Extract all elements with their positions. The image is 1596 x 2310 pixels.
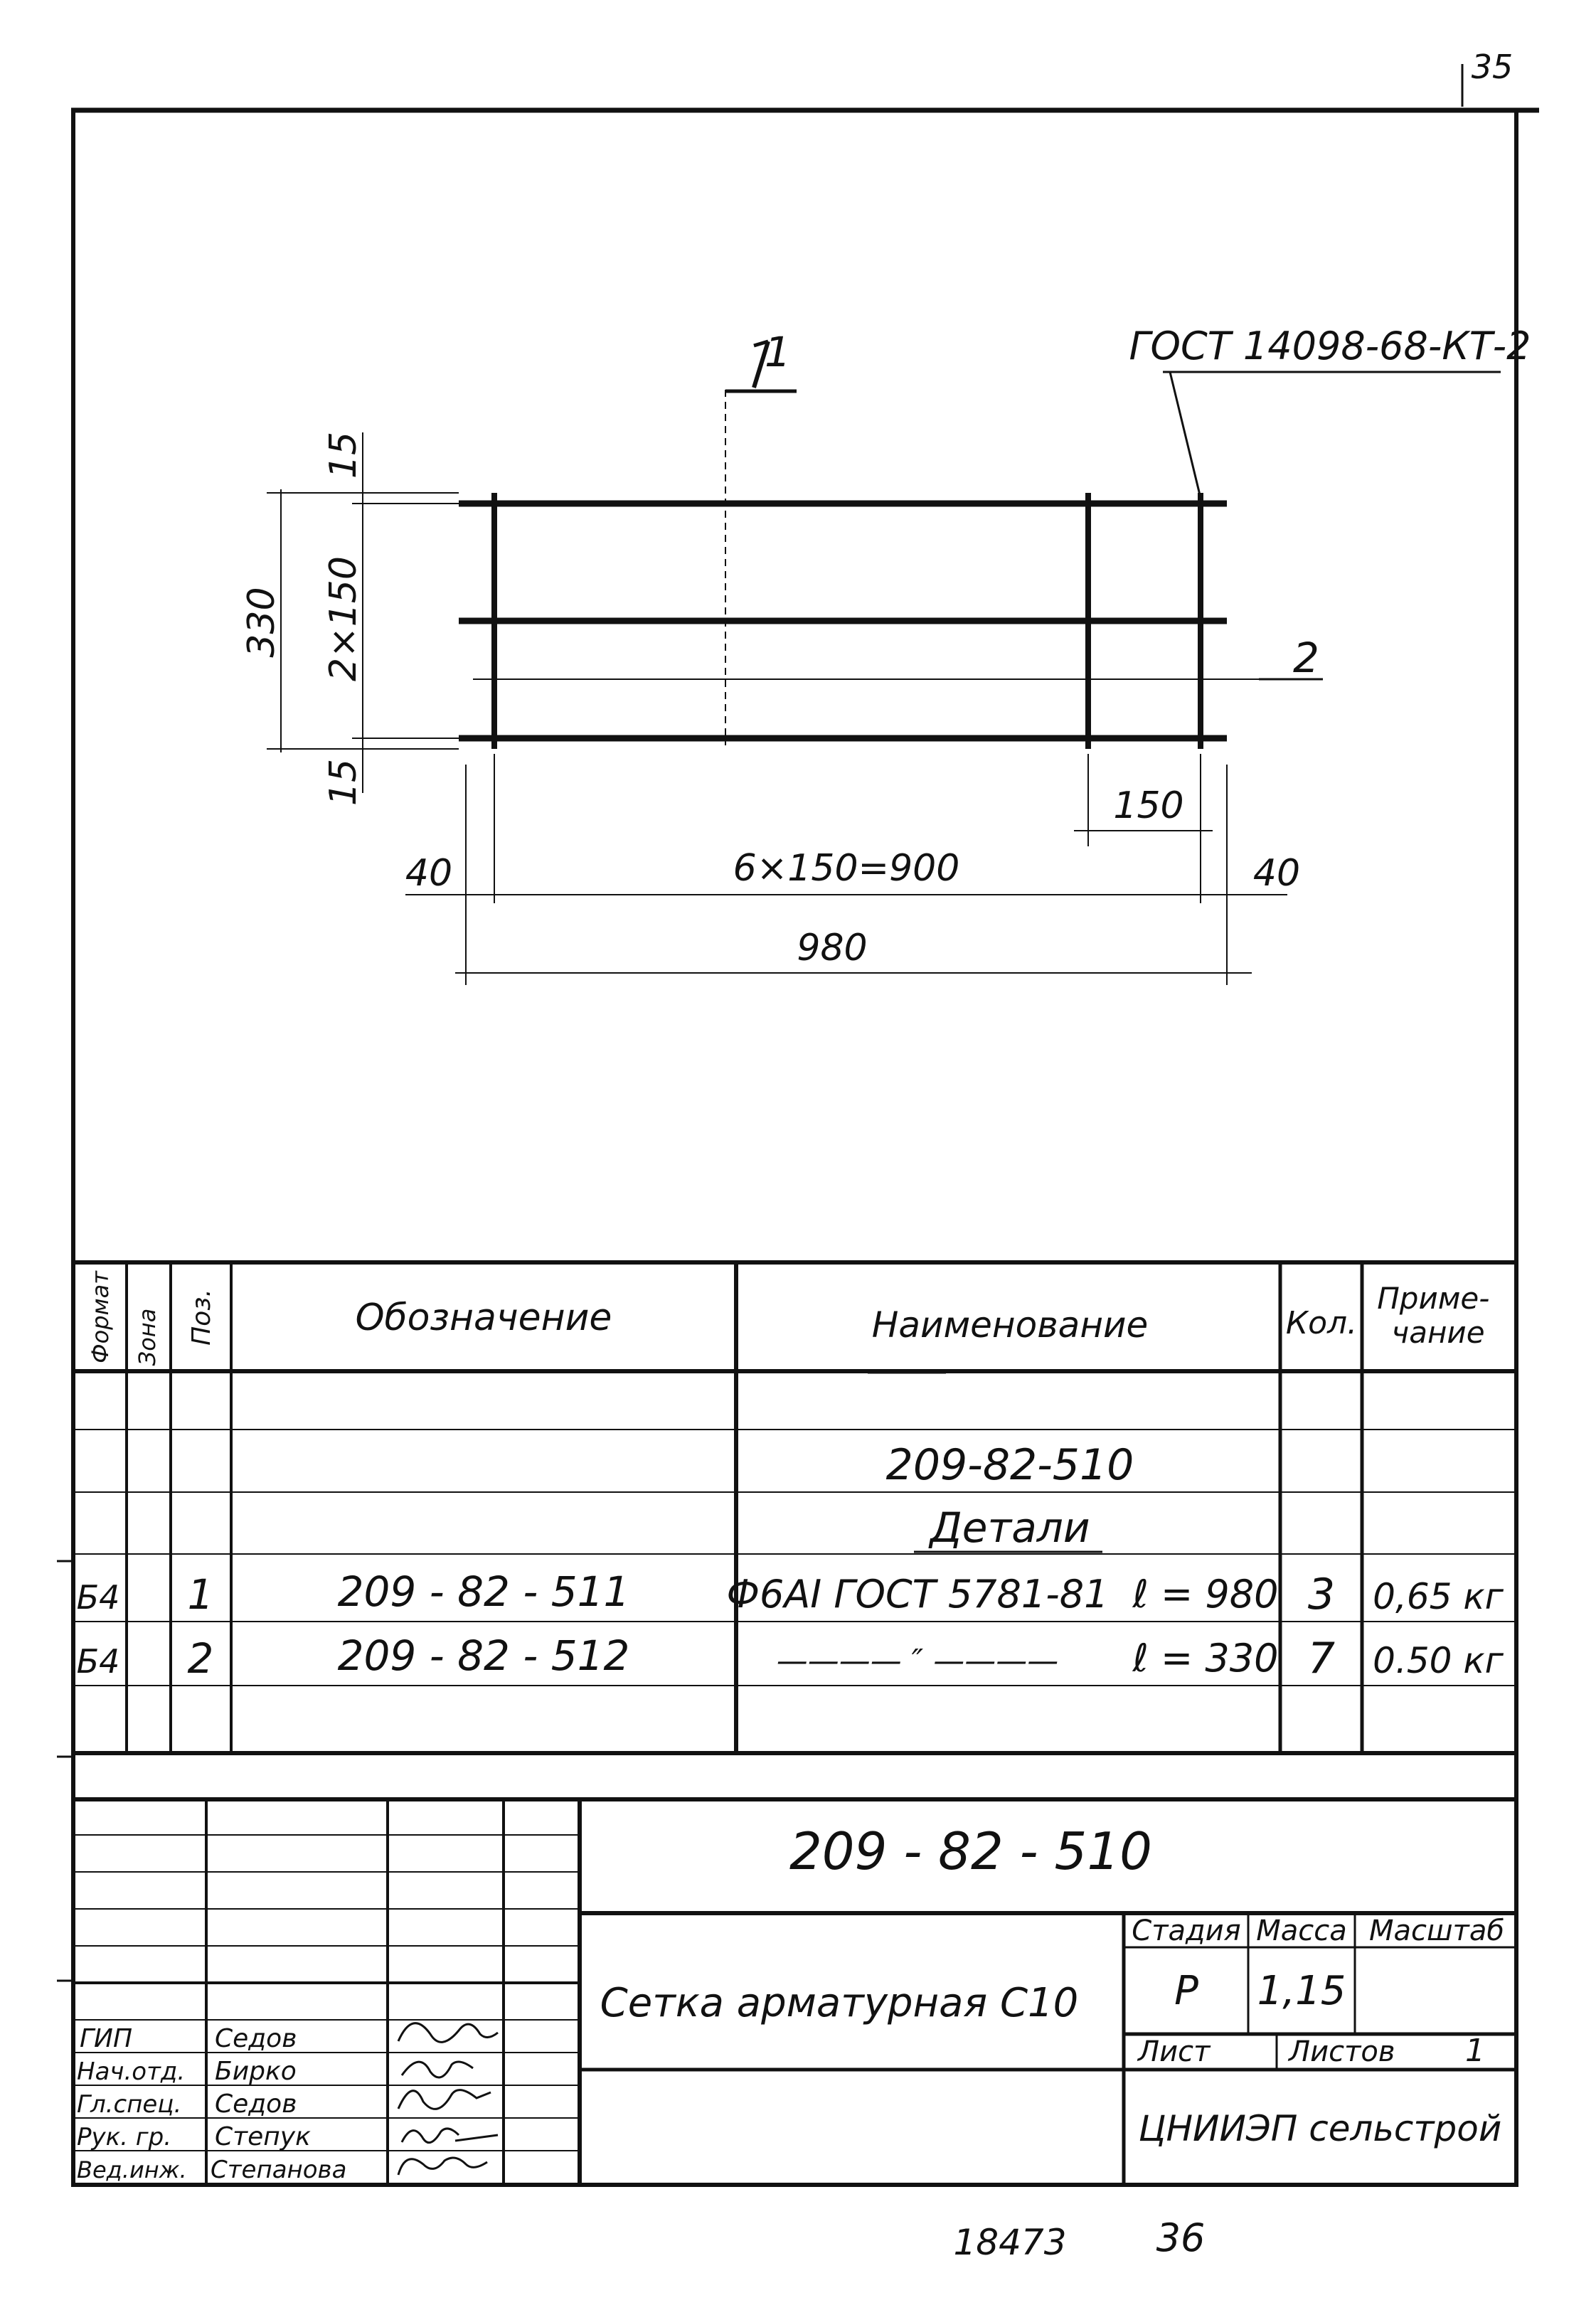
header-qty: Кол. [1285, 1305, 1358, 1341]
header-note: Приме- чание [1377, 1281, 1490, 1350]
staff-name-2: Бирко [215, 2057, 297, 2086]
row-2-designation: 209 - 82 - 512 [337, 1632, 630, 1680]
signatures [398, 2023, 498, 2175]
corner-page-number: 35 [1471, 48, 1513, 86]
organization: ЦНИИЭП сельстрой [1138, 2108, 1502, 2149]
staff-role-5: Вед.инж. [77, 2156, 187, 2183]
row-1-format: Б4 [76, 1578, 120, 1617]
staff-name-1: Седов [215, 2024, 297, 2053]
staff-name-5: Степанова [211, 2156, 347, 2184]
dim-overhang-left: 40 [405, 852, 453, 895]
row-1-pos: 1 [187, 1570, 214, 1619]
dim-inner-spacing: 2×150 [322, 556, 365, 681]
dim-total-length: 980 [797, 927, 868, 969]
dim-middle-span: 6×150=900 [733, 847, 960, 890]
header-pos: Поз. [187, 1289, 216, 1346]
staff-role-3: Гл.спец. [77, 2090, 182, 2119]
row-2-format: Б4 [76, 1642, 120, 1681]
row-2-pos: 2 [187, 1634, 214, 1683]
row-2-qty: 7 [1307, 1634, 1336, 1683]
staff-name-3: Седов [215, 2090, 297, 2119]
header-zone: Зона [134, 1308, 161, 1366]
doc-code: 209 - 82 - 510 [789, 1821, 1152, 1881]
staff-role-2: Нач.отд. [77, 2058, 186, 2086]
dim-overhang-right: 40 [1252, 852, 1301, 895]
section-code: 209-82-510 [885, 1440, 1134, 1490]
archive-number: 18473 [953, 2222, 1067, 2263]
staff-name-4: Степук [215, 2122, 311, 2151]
stage-label: Стадия [1132, 1915, 1241, 1947]
staff-role-4: Рук. гр. [77, 2123, 172, 2151]
row-2-note: 0.50 кг [1373, 1640, 1504, 1681]
title-block [73, 1799, 1516, 2185]
signature-2 [402, 2062, 473, 2077]
sheet-label: Лист [1138, 2035, 1211, 2068]
row-2-name: ———— ″ ———— [776, 1643, 1059, 1679]
mesh-drawing [240, 324, 1531, 985]
row-1-length: ℓ = 980 [1132, 1572, 1279, 1617]
row-1-qty: 3 [1307, 1570, 1336, 1619]
dim-top-edge: 15 [322, 431, 365, 479]
row-1-designation: 209 - 82 - 511 [337, 1568, 630, 1616]
drawing-title: Сетка арматурная С10 [600, 1980, 1079, 2026]
leader-label-2: 2 [1293, 634, 1319, 682]
stage-value: Р [1174, 1968, 1198, 2014]
footer-page-number: 36 [1156, 2215, 1206, 2260]
header-format: Формат [87, 1271, 114, 1363]
scale-label: Масштаб [1368, 1915, 1505, 1947]
dim-bottom-edge: 15 [322, 758, 365, 807]
dim-spacing-last: 150 [1113, 784, 1184, 827]
standard-note: ГОСТ 14098-68-КТ-2 [1129, 324, 1531, 368]
sheets-label: Листов [1289, 2035, 1395, 2068]
row-1-name: Ф6AI ГОСТ 5781-81 [726, 1572, 1109, 1617]
signature-3 [398, 2090, 491, 2109]
section-title: Детали [930, 1503, 1090, 1552]
staff-role-1: ГИП [80, 2024, 133, 2053]
header-name: Наименование [871, 1304, 1149, 1346]
sheets-value: 1 [1465, 2033, 1485, 2069]
leader-label-1: 1 [765, 328, 791, 376]
row-1-note: 0,65 кг [1373, 1576, 1504, 1617]
mass-value: 1,15 [1257, 1968, 1346, 2014]
spec-table [73, 1262, 1516, 1753]
signature-1 [398, 2023, 498, 2043]
header-designation: Обозначение [355, 1297, 612, 1339]
signature-4 [402, 2129, 498, 2143]
dim-total-height: 330 [240, 587, 283, 658]
mass-label: Масса [1256, 1915, 1347, 1947]
row-2-length: ℓ = 330 [1132, 1636, 1279, 1681]
signature-5 [398, 2158, 487, 2175]
